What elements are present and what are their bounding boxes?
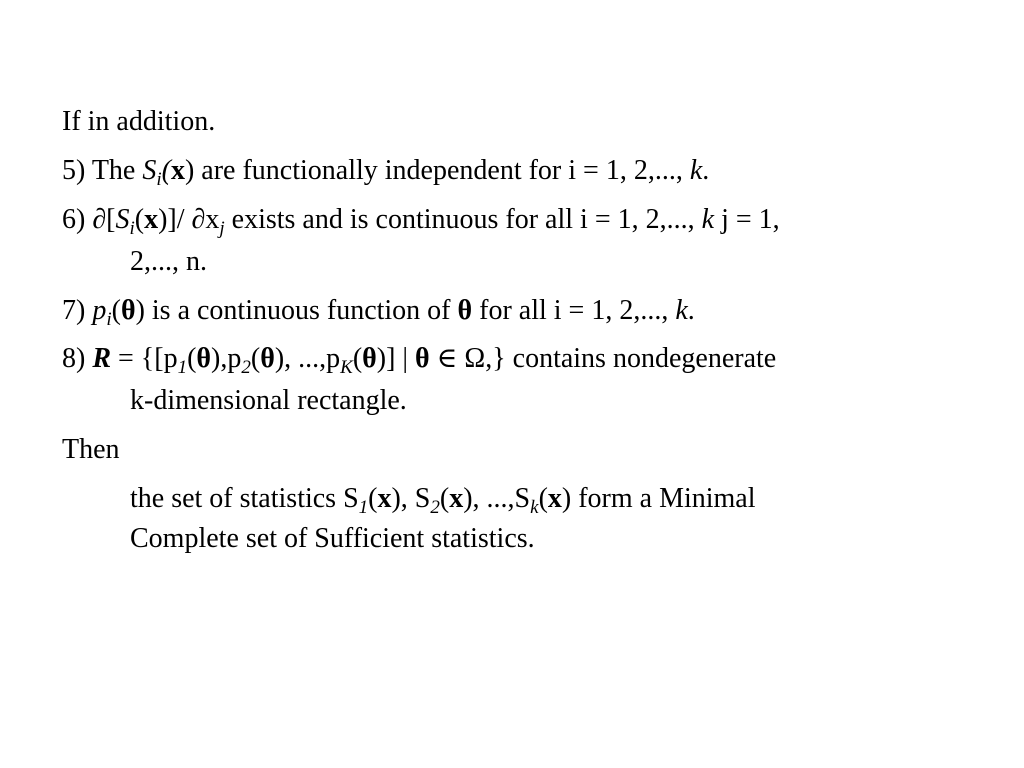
item8-c: ),p xyxy=(211,343,242,374)
item8-sub1: 1 xyxy=(177,357,188,378)
item8-theta2: θ xyxy=(260,343,275,374)
item6-tail: j = 1, xyxy=(714,204,780,235)
item8-d: ( xyxy=(250,343,261,374)
item5-end: . xyxy=(702,155,710,186)
item8-g: )] | xyxy=(376,343,416,374)
item6-sub-i: i xyxy=(129,218,135,239)
conclusion xyxy=(130,483,756,518)
item7-theta2: θ xyxy=(457,295,473,326)
item-6-continuation xyxy=(130,246,207,278)
conclusion-sub2: 2 xyxy=(430,497,440,518)
item8-f: ( xyxy=(352,343,363,374)
item8-a: = {[p xyxy=(111,343,178,374)
item7-prefix: 7) xyxy=(62,295,93,326)
item7-sub-i: i xyxy=(106,309,112,330)
item5-x: x xyxy=(170,155,185,186)
item-7 xyxy=(62,295,695,330)
item8-e: ), ...,p xyxy=(274,343,341,374)
item7-mid: ) is a continuous function of xyxy=(135,295,458,326)
item-8 xyxy=(62,343,777,378)
item8-sub2: 2 xyxy=(241,357,251,378)
conclusion-x1: x xyxy=(377,483,392,514)
item6-line2: 2,..., n. xyxy=(130,246,207,277)
intro-text: If in addition. xyxy=(62,106,216,137)
item8-line2: k-dimensional rectangle. xyxy=(130,385,407,416)
item6-x: x xyxy=(144,204,159,235)
item7-p: p xyxy=(92,295,107,326)
item6-sub-j: j xyxy=(219,218,225,239)
item7-end: . xyxy=(687,295,695,326)
item5-k: k xyxy=(689,155,703,186)
conclusion-f: ( xyxy=(538,483,548,514)
item8-theta: θ xyxy=(196,343,212,374)
item6-rest: exists and is continuous for all i = 1, 2,..., xyxy=(224,204,702,235)
conclusion-g: ) form a Minimal xyxy=(561,483,756,514)
item8-theta3: θ xyxy=(362,343,377,374)
item5-sub-i: i xyxy=(156,169,162,190)
conclusion-e: ), ...,S xyxy=(463,483,531,514)
conclusion-continuation xyxy=(130,523,535,555)
item7-k: k xyxy=(675,295,688,326)
item6-s: S xyxy=(115,204,130,235)
item-8-continuation xyxy=(130,385,407,417)
item6-prefix: 6) ∂[ xyxy=(62,204,116,235)
item5-prefix: 5) The xyxy=(62,155,143,186)
item8-b: ( xyxy=(187,343,197,374)
item8-subK: K xyxy=(340,357,353,378)
conclusion-line2: Complete set of Sufficient statistics. xyxy=(130,523,535,554)
conclusion-subk: k xyxy=(530,497,539,518)
item5-rest: ) are functionally independent for i = 1, 2,..., xyxy=(184,155,690,186)
item5-s: S xyxy=(142,155,157,186)
item8-theta4: θ xyxy=(415,343,430,374)
conclusion-x3: x xyxy=(547,483,562,514)
conclusion-d: ( xyxy=(439,483,450,514)
item8-h: ∈ Ω,} contains nondegenerate xyxy=(429,343,777,374)
then-line xyxy=(62,434,120,466)
item-5 xyxy=(62,155,710,190)
item8-R: R xyxy=(92,343,112,374)
item6-open: ( xyxy=(134,204,145,235)
item6-mid: )]/ ∂x xyxy=(158,204,220,235)
item7-open: ( xyxy=(111,295,121,326)
conclusion-x2: x xyxy=(449,483,464,514)
item5-open: ( xyxy=(161,155,171,186)
item-6 xyxy=(62,204,780,239)
item8-prefix: 8) xyxy=(62,343,93,374)
conclusion-c: ), S xyxy=(391,483,431,514)
conclusion-a: the set of statistics S xyxy=(130,483,359,514)
item7-theta: θ xyxy=(120,295,136,326)
conclusion-b: ( xyxy=(368,483,378,514)
item6-k: k xyxy=(701,204,715,235)
conclusion-sub1: 1 xyxy=(358,497,369,518)
then-text: Then xyxy=(62,434,120,465)
item7-rest: for all i = 1, 2,..., xyxy=(472,295,676,326)
intro-line xyxy=(62,106,215,138)
